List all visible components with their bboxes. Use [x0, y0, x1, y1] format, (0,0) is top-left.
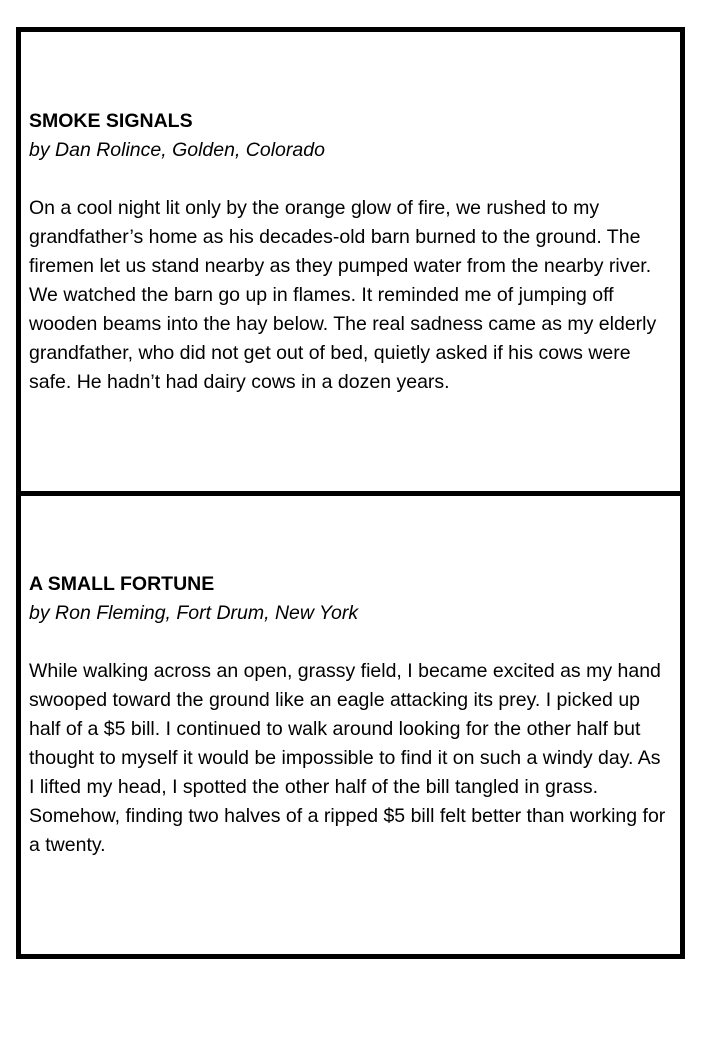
story-a-small-fortune: [29, 570, 669, 860]
story-paragraph: On a cool night lit only by the orange glow of fire, we rushed to my grandfather’s home as his decades-old barn burned to the ground. The firemen let us stand nearby as they pumped water from the nearby river. We watched the barn go up in flames. It reminded me of jumping off wooden beams into the hay below. The real sadness came as my elderly grandfather, who did not get out of bed, quietly asked if his cows were safe. He hadn’t had dairy cows in a dozen years.: [29, 197, 657, 393]
story-smoke-signals: [29, 107, 669, 397]
story-frame: [16, 27, 685, 959]
story-byline: by Dan Rolince, Golden, Colorado: [29, 139, 325, 161]
story-title: SMOKE SIGNALS: [29, 110, 193, 132]
story-paragraph: Somehow, finding two halves of a ripped $5 bill felt better than working for a twenty.: [29, 805, 666, 856]
story-title: A SMALL FORTUNE: [29, 573, 215, 595]
story-divider: [21, 491, 680, 496]
story-paragraph: While walking across an open, grassy field, I became excited as my hand swooped toward the ground like an eagle attacking its prey. I picked up half of a $5 bill. I continued to walk around looking for the other half but thought to myself it would be impossible to find it on such a windy day. As I lifted my head, I spotted the other half of the bill tangled in grass.: [29, 660, 661, 798]
story-byline: by Ron Fleming, Fort Drum, New York: [29, 602, 359, 624]
